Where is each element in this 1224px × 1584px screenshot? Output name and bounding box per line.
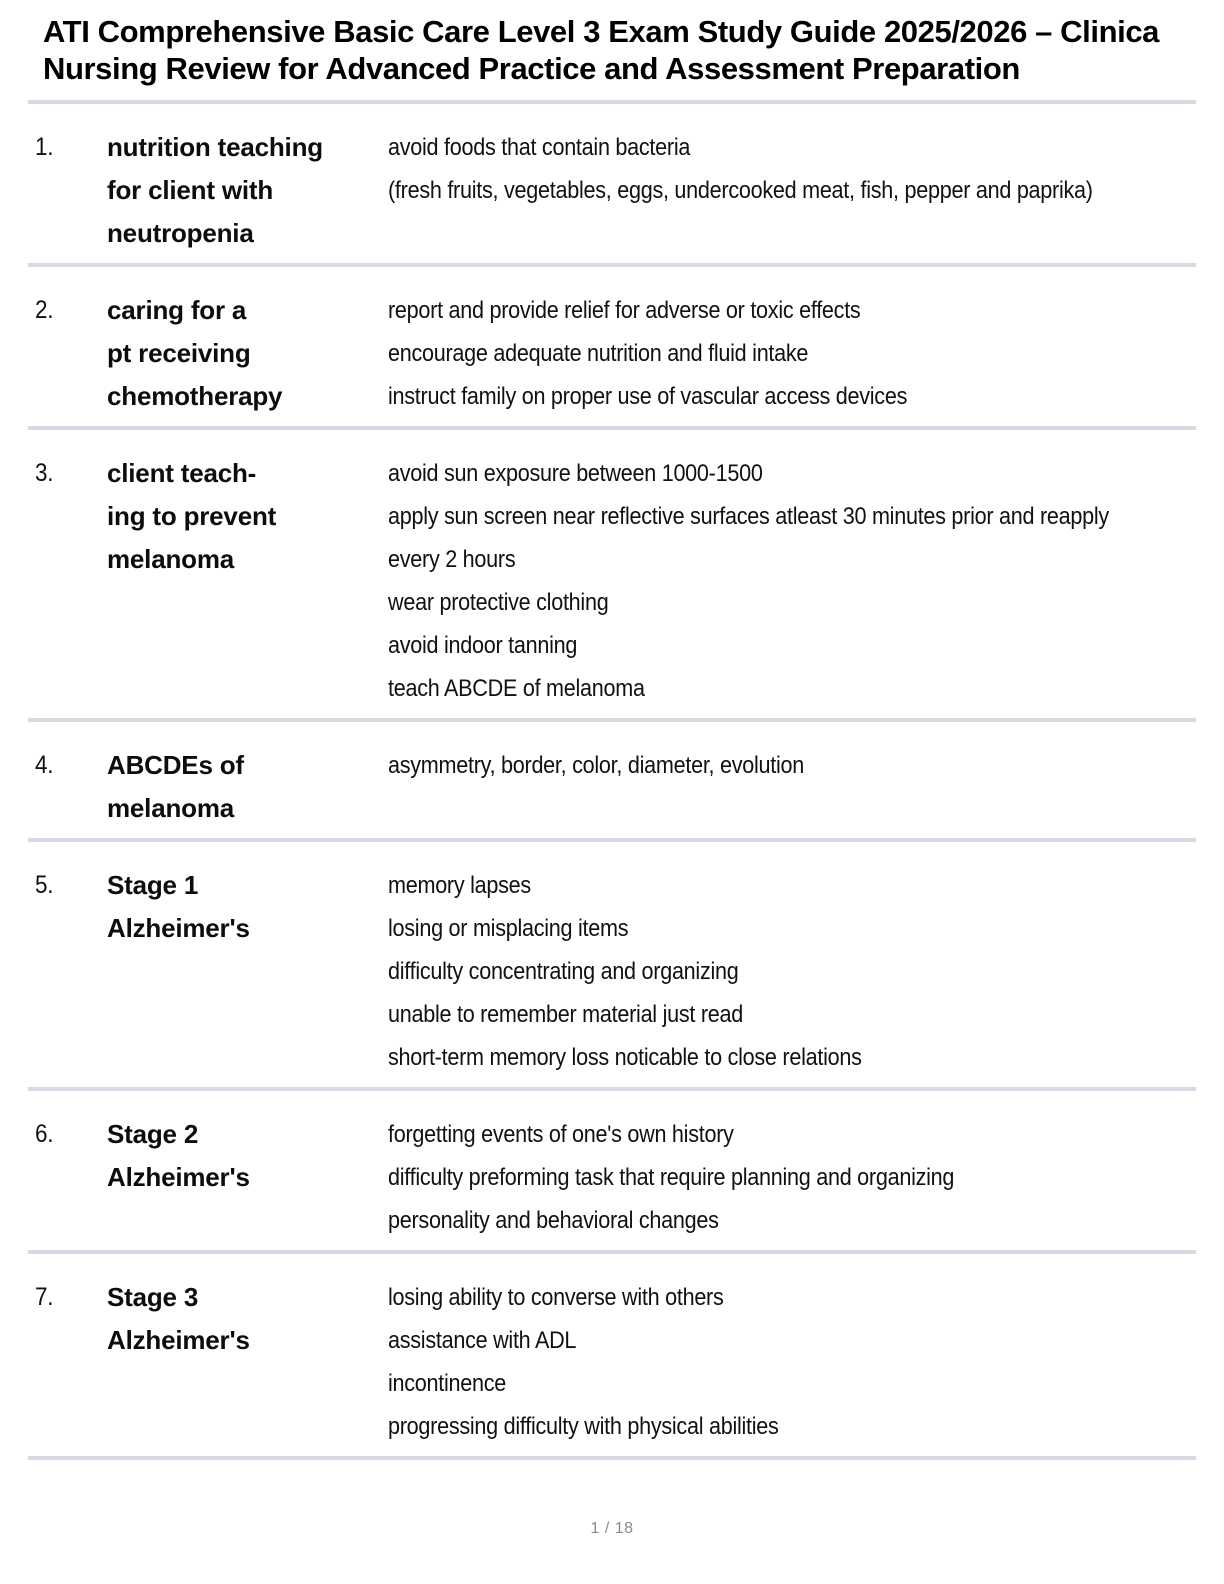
study-guide-table: [28, 100, 1196, 1460]
term-line: melanoma: [107, 544, 235, 574]
row-number: [28, 864, 107, 1079]
page-title-line-1: ATI Comprehensive Basic Care Level 3 Exam Study Guide 2025/2026 – Clinica: [43, 14, 1160, 49]
desc-line: forgetting events of one's own history: [388, 1121, 734, 1148]
desc-cell: [388, 1113, 1196, 1242]
row-number: [28, 452, 107, 710]
term-cell: [107, 452, 388, 710]
desc-line: personality and behavioral changes: [388, 1207, 719, 1234]
desc-line: memory lapses: [388, 872, 531, 899]
term-cell: [107, 864, 388, 1079]
desc-line: progressing difficulty with physical abilities: [388, 1413, 779, 1440]
desc-line: losing ability to converse with others: [388, 1284, 724, 1311]
desc-cell: [388, 744, 1196, 830]
table-row: [28, 1250, 1196, 1460]
desc-cell: [388, 864, 1196, 1079]
term-line: nutrition teaching: [107, 132, 323, 162]
desc-line: unable to remember material just read: [388, 1001, 743, 1028]
desc-cell: [388, 1276, 1196, 1448]
desc-line: (fresh fruits, vegetables, eggs, undercooked meat, fish, pepper and paprika): [388, 177, 1093, 204]
row-number-text: 7.: [35, 1283, 54, 1311]
desc-line: losing or misplacing items: [388, 915, 629, 942]
term-line: Alzheimer's: [107, 1162, 250, 1192]
term-line: Alzheimer's: [107, 913, 250, 943]
desc-line: every 2 hours: [388, 546, 516, 573]
term-line: pt receiving: [107, 338, 251, 368]
row-number: [28, 289, 107, 418]
term-line: neutropenia: [107, 218, 254, 248]
term-cell: [107, 1276, 388, 1448]
desc-line: avoid indoor tanning: [388, 632, 578, 659]
table-row: [28, 838, 1196, 1087]
row-number-text: 5.: [35, 871, 54, 899]
row-number: [28, 744, 107, 830]
row-number: [28, 126, 107, 255]
desc-line: difficulty preforming task that require planning and organizing: [388, 1164, 955, 1191]
row-number-text: 1.: [35, 133, 54, 161]
term-line: ing to prevent: [107, 501, 277, 531]
desc-cell: [388, 452, 1196, 710]
desc-line: assistance with ADL: [388, 1327, 577, 1354]
desc-cell: [388, 289, 1196, 418]
desc-line: apply sun screen near reflective surfaces atleast 30 minutes prior and reapply: [388, 503, 1109, 530]
term-line: melanoma: [107, 793, 235, 823]
row-number-text: 6.: [35, 1120, 54, 1148]
term-line: Stage 2: [107, 1119, 199, 1149]
term-cell: [107, 744, 388, 830]
table-row: [28, 426, 1196, 718]
row-number-text: 2.: [35, 296, 54, 324]
row-number: [28, 1113, 107, 1242]
desc-line: difficulty concentrating and organizing: [388, 958, 739, 985]
desc-line: encourage adequate nutrition and fluid intake: [388, 340, 809, 367]
desc-line: asymmetry, border, color, diameter, evolution: [388, 752, 805, 779]
page-title-line-2: Nursing Review for Advanced Practice and Assessment Preparation: [43, 51, 1020, 86]
term-line: for client with: [107, 175, 274, 205]
desc-line: short-term memory loss noticable to close relations: [388, 1044, 862, 1071]
term-line: caring for a: [107, 295, 247, 325]
row-number-text: 3.: [35, 459, 54, 487]
desc-line: avoid foods that contain bacteria: [388, 134, 691, 161]
page-title: [0, 0, 1224, 100]
table-row: [28, 263, 1196, 426]
desc-line: incontinence: [388, 1370, 507, 1397]
table-row: [28, 718, 1196, 838]
row-number-text: 4.: [35, 751, 54, 779]
page-number-footer: 1 / 18: [590, 1520, 634, 1537]
term-line: Stage 3: [107, 1282, 199, 1312]
term-line: Alzheimer's: [107, 1325, 250, 1355]
desc-line: instruct family on proper use of vascular access devices: [388, 383, 908, 410]
desc-line: report and provide relief for adverse or toxic effects: [388, 297, 861, 324]
desc-line: avoid sun exposure between 1000-1500: [388, 460, 763, 487]
term-line: Stage 1: [107, 870, 199, 900]
desc-cell: [388, 126, 1196, 255]
row-number: [28, 1276, 107, 1448]
term-cell: [107, 126, 388, 255]
table-row: [28, 1087, 1196, 1250]
desc-line: wear protective clothing: [388, 589, 609, 616]
term-cell: [107, 289, 388, 418]
term-line: ABCDEs of: [107, 750, 244, 780]
desc-line: teach ABCDE of melanoma: [388, 675, 645, 702]
term-line: chemotherapy: [107, 381, 283, 411]
term-line: client teach-: [107, 458, 257, 488]
table-row: [28, 100, 1196, 263]
term-cell: [107, 1113, 388, 1242]
